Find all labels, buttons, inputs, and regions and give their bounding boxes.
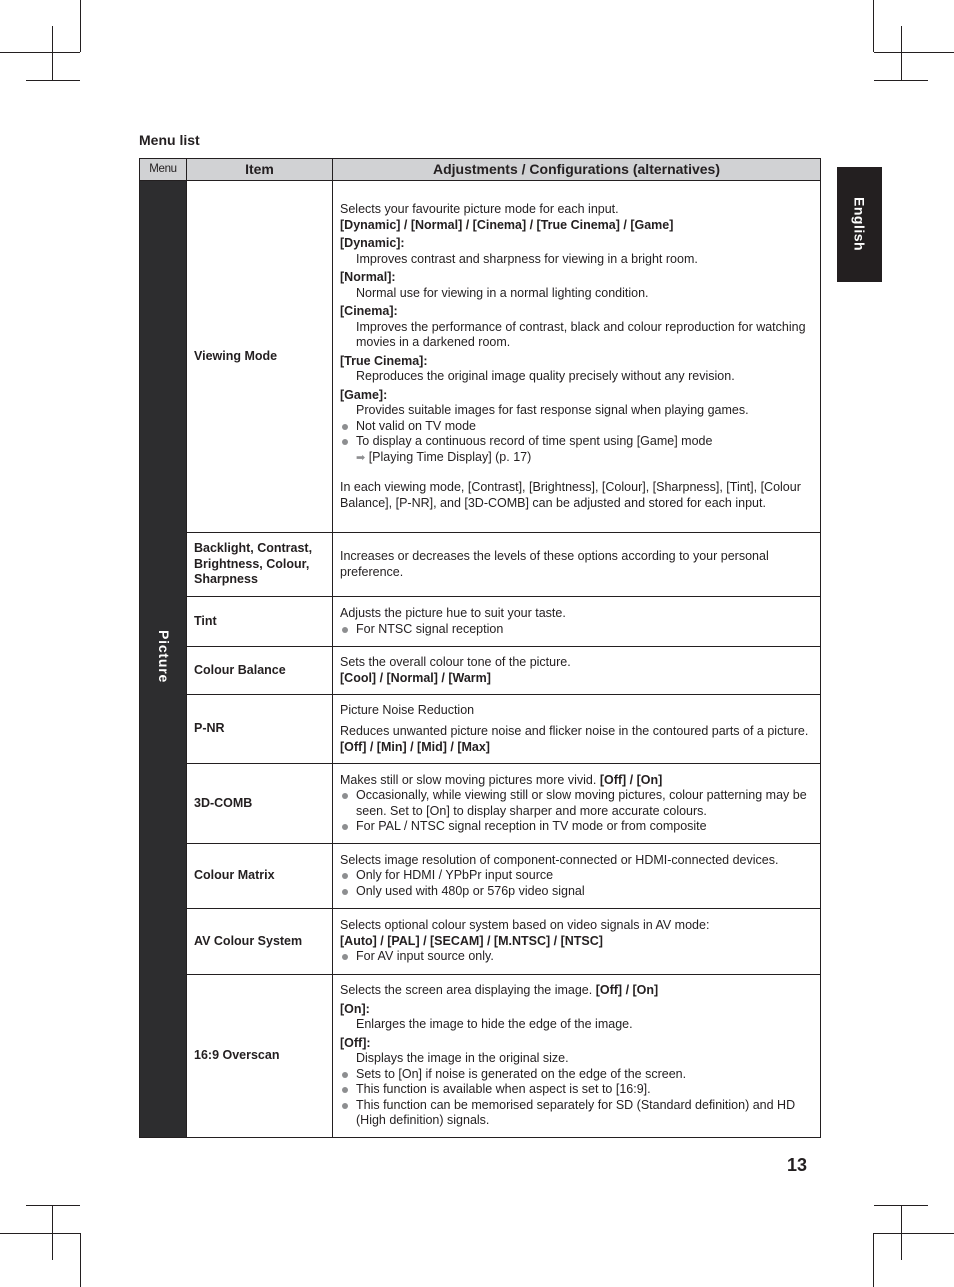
text-line: Selects optional colour system based on video signals in AV mode: [340,918,710,933]
bullet-item: This function can be memorised separately for SD (Standard definition) and HD (High definition) signals. [340,1098,810,1129]
bullet-item: Not valid on TV mode [340,419,810,435]
options-text: [Off] / [Min] / [Mid] / [Max] [340,739,490,754]
item-av-colour-system: AV Colour System [187,909,333,975]
header-menu: Menu [140,159,187,181]
option-label: [Game]: [340,387,388,402]
option-label: [True Cinema]: [340,353,428,368]
header-adjustments: Adjustments / Configurations (alternatives) [333,159,821,181]
bullet-item: Only for HDMI / YPbPr input source [340,868,810,884]
text-line [340,773,810,789]
text-line [340,724,810,755]
bullet-item: This function is available when aspect is set to [16:9]. [340,1082,810,1098]
option-description: Improves contrast and sharpness for viewing in a bright room. [356,251,698,266]
menu-table [139,158,821,1138]
item-colour-matrix: Colour Matrix [187,844,333,909]
option-description: Displays the image in the original size. [356,1051,569,1066]
arrow-right-icon: ➡ [356,451,366,464]
adjustment-16-9-overscan [333,975,821,1138]
adjustment-p-nr [333,695,821,764]
table-row [140,975,821,1138]
item-colour-balance: Colour Balance [187,647,333,695]
table-row [140,764,821,844]
table-row [140,647,821,695]
item-p-nr: P-NR [187,695,333,764]
description-text: Selects the screen area displaying the image. [340,983,593,998]
page-number: 13 [787,1155,808,1175]
description-text: Reduces unwanted picture noise and flicker noise in the contoured parts of a picture. [340,724,809,739]
adjustment-colour-matrix [333,844,821,909]
section-title: Menu list [139,132,200,148]
language-tab [837,167,882,282]
reference-line [340,450,810,467]
text-line: Increases or decreases the levels of these options according to your personal preference. [340,549,769,579]
note-text: In each viewing mode, [Contrast], [Brightness], [Colour], [Sharpness], [Tint], [Colour Balance], [P-NR], and [3D-COMB] can be adjusted and stored for each input. [340,480,801,510]
text-line: Picture Noise Reduction [340,702,475,717]
table-row [140,844,821,909]
item-3d-comb: 3D-COMB [187,764,333,844]
option-description: Reproduces the original image quality precisely without any revision. [356,369,735,383]
adjustment-backlight-contrast [333,533,821,597]
item-tint: Tint [187,597,333,647]
options-text: [Off] / [On] [595,983,659,998]
text-line: Sets the overall colour tone of the picture. [340,655,571,669]
table-row [140,533,821,597]
options-text: [Off] / [On] [599,772,663,787]
option-label: [Cinema]: [340,304,398,318]
item-backlight-contrast: Backlight, Contrast, Brightness, Colour, Sharpness [187,533,333,597]
bullet-item: Occasionally, while viewing still or slow moving pictures, colour patterning may be seen. Set to [On] to display sharper and more accurate colours. [340,788,810,819]
bullet-item: Sets to [On] if noise is generated on the edge of the screen. [340,1067,810,1083]
option-label: [Off]: [340,1035,371,1050]
adjustment-3d-comb [333,764,821,844]
table-row [140,695,821,764]
option-label: [Normal]: [340,270,396,284]
description-text: Makes still or slow moving pictures more vivid. [340,772,597,787]
table-row [140,181,821,533]
adjustment-av-colour-system [333,909,821,975]
option-label: [On]: [340,1001,370,1016]
option-label: [Dynamic]: [340,236,405,250]
bullet-item: Only used with 480p or 576p video signal [340,884,810,900]
adjustment-tint [333,597,821,647]
header-item: Item [187,159,333,181]
bullet-item: For AV input source only. [340,949,810,965]
bullet-item: For PAL / NTSC signal reception in TV mode or from composite [340,819,810,835]
option-description: Improves the performance of contrast, black and colour reproduction for watching movies in a darkened room. [356,319,806,349]
text-line: Adjusts the picture hue to suit your taste. [340,606,566,620]
options-line: [Auto] / [PAL] / [SECAM] / [M.NTSC] / [NTSC] [340,933,603,948]
options-line: [Cool] / [Normal] / [Warm] [340,670,491,685]
table-row [140,909,821,975]
bullet-item: To display a continuous record of time spent using [Game] mode [340,434,810,450]
table-row [140,597,821,647]
option-description: Provides suitable images for fast response signal when playing games. [356,403,749,417]
language-tab-label: English [851,197,868,252]
adjustment-colour-balance [333,647,821,695]
option-description: Normal use for viewing in a normal lighting condition. [356,285,649,300]
menu-group-cell [140,181,187,1138]
reference-text: [Playing Time Display] (p. 17) [368,449,532,464]
menu-group-label: Picture [155,630,172,684]
text-line: Selects your favourite picture mode for each input. [340,202,619,216]
text-line: Selects image resolution of component-connected or HDMI-connected devices. [340,852,779,867]
options-line: [Dynamic] / [Normal] / [Cinema] / [True Cinema] / [Game] [340,217,674,232]
bullet-item: For NTSC signal reception [340,622,810,638]
item-16-9-overscan: 16:9 Overscan [187,975,333,1138]
adjustment-viewing-mode [333,181,821,533]
item-viewing-mode: Viewing Mode [187,181,333,533]
option-description: Enlarges the image to hide the edge of the image. [356,1017,633,1032]
text-line [340,983,810,999]
table-header-row [140,159,821,181]
